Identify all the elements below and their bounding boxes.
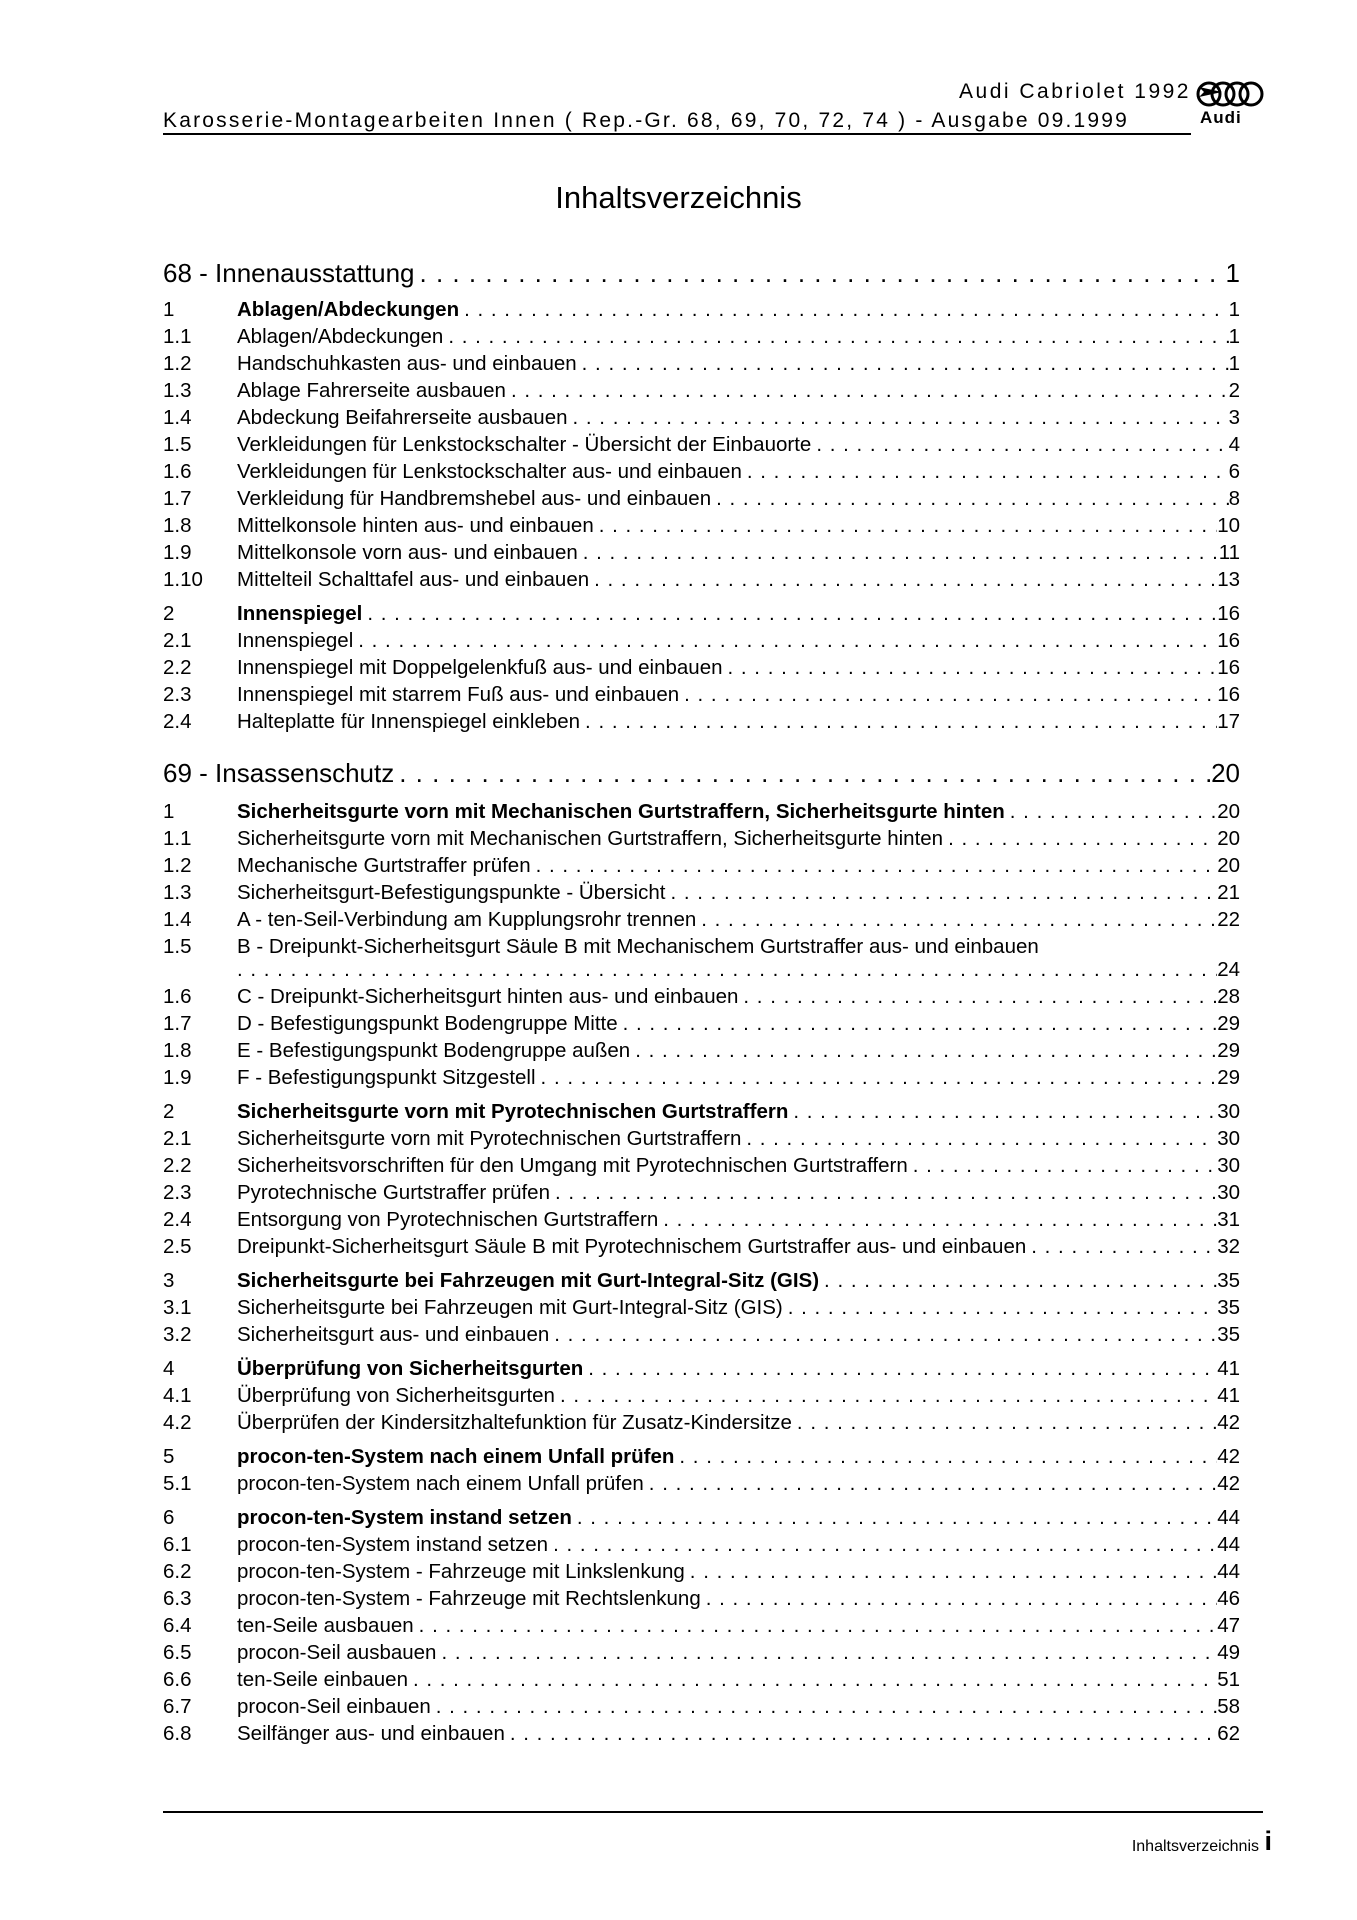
dot-leader (536, 854, 1218, 878)
entry-page: 46 (1217, 1587, 1240, 1610)
dot-leader (420, 258, 1226, 289)
dot-leader (1010, 800, 1217, 824)
toc-entry[interactable] (163, 487, 1240, 511)
entry-number: 1.6 (163, 985, 192, 1008)
dot-leader (510, 1722, 1217, 1746)
entry-number: 2.3 (163, 683, 192, 706)
entry-title: Sicherheitsvorschriften für den Umgang mit Pyrotechnischen Gurtstraffern (237, 1154, 908, 1177)
toc-entry[interactable] (163, 1100, 1240, 1124)
dot-leader (358, 629, 1217, 653)
entry-title: D - Befestigungspunkt Bodengruppe Mitte (237, 1012, 618, 1035)
entry-title: procon-Seil einbauen (237, 1695, 431, 1718)
entry-number: 6.6 (163, 1668, 192, 1691)
entry-number: 1.9 (163, 1066, 192, 1089)
entry-page: 4 (1228, 433, 1240, 456)
entry-page: 31 (1217, 1208, 1240, 1231)
entry-page: 49 (1217, 1641, 1240, 1664)
entry-number: 4.1 (163, 1384, 192, 1407)
entry-title: C - Dreipunkt-Sicherheitsgurt hinten aus- und einbauen (237, 985, 739, 1008)
dot-leader (747, 460, 1229, 484)
toc-entry[interactable] (163, 881, 1240, 905)
toc-entry[interactable] (163, 1269, 1240, 1293)
dot-leader (649, 1472, 1217, 1496)
toc-entry[interactable] (163, 568, 1240, 592)
dot-leader (573, 406, 1229, 430)
dot-leader (948, 827, 1217, 851)
entry-title: Sicherheitsgurte bei Fahrzeugen mit Gurt-Integral-Sitz (GIS) (237, 1269, 820, 1292)
toc-entry-wrapped[interactable] (163, 935, 1240, 959)
entry-page: 11 (1218, 541, 1240, 564)
dot-leader (788, 1296, 1217, 1320)
toc-entry[interactable] (163, 1154, 1240, 1178)
entry-title: procon-ten-System instand setzen (237, 1533, 549, 1556)
dot-leader (690, 1560, 1217, 1584)
entry-number: 2.4 (163, 710, 192, 733)
entry-number: 5.1 (163, 1472, 192, 1495)
entry-page: 30 (1217, 1181, 1240, 1204)
toc-entry[interactable] (163, 1039, 1240, 1063)
entry-title: Mittelkonsole hinten aus- und einbauen (237, 514, 594, 537)
toc-entry[interactable] (163, 1560, 1240, 1584)
toc-entry[interactable] (163, 908, 1240, 932)
entry-title: E - Befestigungspunkt Bodengruppe außen (237, 1039, 631, 1062)
entry-page: 8 (1228, 487, 1240, 510)
entry-number: 4 (163, 1357, 175, 1380)
dot-leader (599, 514, 1217, 538)
entry-page: 42 (1217, 1411, 1240, 1434)
entry-number: 2.1 (163, 629, 192, 652)
entry-number: 2.1 (163, 1127, 192, 1150)
toc-entry[interactable] (163, 433, 1240, 457)
entry-number: 6.2 (163, 1560, 192, 1583)
toc-entry[interactable] (163, 1472, 1240, 1496)
entry-page: 32 (1217, 1235, 1240, 1258)
dot-leader (746, 1127, 1217, 1151)
manual-subtitle: Karosserie-Montagearbeiten Innen ( Rep.-Gr. 68, 69, 70, 72, 74 ) - Ausgabe 09.1999 (163, 109, 1130, 132)
entry-page: 30 (1217, 1100, 1240, 1123)
entry-page: 16 (1217, 656, 1240, 679)
entry-number: 2.3 (163, 1181, 192, 1204)
entry-title: Sicherheitsgurte bei Fahrzeugen mit Gurt-Integral-Sitz (GIS) (237, 1296, 783, 1319)
entry-page: 35 (1217, 1269, 1240, 1292)
toc-entry[interactable] (163, 1614, 1240, 1638)
dot-leader (594, 568, 1217, 592)
entry-title: Sicherheitsgurt aus- und einbauen (237, 1323, 550, 1346)
entry-number: 5 (163, 1445, 175, 1468)
toc-chapter-68[interactable] (163, 258, 1240, 289)
dot-leader (635, 1039, 1217, 1063)
entry-number: 2.2 (163, 656, 192, 679)
entry-title: procon-ten-System instand setzen (237, 1506, 572, 1529)
entry-page: 20 (1217, 827, 1240, 850)
entry-number: 1.5 (163, 433, 192, 456)
entry-number: 6.4 (163, 1614, 192, 1637)
entry-title: Pyrotechnische Gurtstraffer prüfen (237, 1181, 550, 1204)
entry-page: 16 (1217, 602, 1240, 625)
toc-entry[interactable] (163, 514, 1240, 538)
entry-title: procon-ten-System - Fahrzeuge mit Rechtslenkung (237, 1587, 701, 1610)
entry-number: 2 (163, 1100, 175, 1123)
entry-number: 2.2 (163, 1154, 192, 1177)
dot-leader (511, 379, 1229, 403)
chapter-page: 20 (1211, 758, 1240, 788)
dot-leader (706, 1587, 1217, 1611)
dot-leader (413, 1668, 1217, 1692)
dot-leader (399, 758, 1211, 789)
dot-leader (464, 298, 1228, 322)
entry-title: Ablage Fahrerseite ausbauen (237, 379, 506, 402)
entry-title: Verkleidungen für Lenkstockschalter aus- und einbauen (237, 460, 742, 483)
dot-leader (743, 985, 1217, 1009)
toc-entry[interactable] (163, 1445, 1240, 1469)
toc-entry[interactable] (163, 1066, 1240, 1090)
entry-title: Innenspiegel (237, 629, 354, 652)
dot-leader (588, 1357, 1217, 1381)
toc-entry[interactable] (163, 683, 1240, 707)
dot-leader (663, 1208, 1217, 1232)
toc-entry[interactable] (163, 710, 1240, 734)
footer-label: Inhaltsverzeichnis (1131, 1838, 1259, 1855)
dot-leader (541, 1066, 1218, 1090)
entry-number: 1.5 (163, 935, 192, 958)
dot-leader (728, 656, 1218, 680)
entry-number: 1.10 (163, 568, 203, 591)
entry-number: 1.8 (163, 1039, 192, 1062)
toc-entry[interactable] (163, 1323, 1240, 1347)
entry-title: B - Dreipunkt-Sicherheitsgurt Säule B mit Mechanischem Gurtstraffer aus- und einbauen (237, 935, 1039, 958)
toc-entry[interactable] (163, 1296, 1240, 1320)
dot-leader (679, 1445, 1217, 1469)
dot-leader (582, 352, 1229, 376)
page-title: Inhaltsverzeichnis (555, 180, 802, 215)
entry-page: 6 (1228, 460, 1240, 483)
dot-leader (913, 1154, 1217, 1178)
entry-number: 1.3 (163, 881, 192, 904)
entry-title: Sicherheitsgurte vorn mit Mechanischen Gurtstraffern, Sicherheitsgurte hinten (237, 827, 944, 850)
dot-leader (585, 710, 1217, 734)
entry-page: 35 (1217, 1323, 1240, 1346)
entry-title: Überprüfung von Sicherheitsgurten (237, 1357, 584, 1380)
toc-entry[interactable] (163, 1506, 1240, 1530)
entry-number: 4.2 (163, 1411, 192, 1434)
dot-leader (716, 487, 1228, 511)
toc-entry[interactable] (163, 1384, 1240, 1408)
entry-number: 1.9 (163, 541, 192, 564)
toc-entry[interactable] (163, 325, 1240, 349)
entry-page: 16 (1217, 629, 1240, 652)
toc-entry[interactable] (163, 629, 1240, 653)
entry-page: 29 (1217, 1066, 1240, 1089)
toc-entry-continuation[interactable] (237, 958, 1240, 982)
entry-page: 13 (1217, 568, 1240, 591)
chapter-page: 1 (1225, 258, 1240, 288)
entry-number: 1 (163, 800, 175, 823)
toc-entry[interactable] (163, 602, 1240, 626)
entry-page: 30 (1217, 1154, 1240, 1177)
entry-number: 2.4 (163, 1208, 192, 1231)
entry-title: A - ten-Seil-Verbindung am Kupplungsrohr trennen (237, 908, 697, 931)
entry-title: Innenspiegel mit Doppelgelenkfuß aus- und einbauen (237, 656, 723, 679)
entry-title: Verkleidungen für Lenkstockschalter - Übersicht der Einbauorte (237, 433, 812, 456)
entry-page: 30 (1217, 1127, 1240, 1150)
entry-number: 1.3 (163, 379, 192, 402)
toc-entry[interactable] (163, 1722, 1240, 1746)
dot-leader (555, 1181, 1217, 1205)
dot-leader (448, 325, 1228, 349)
entry-title: Ablagen/Abdeckungen (237, 298, 460, 321)
entry-page: 41 (1217, 1357, 1240, 1380)
entry-page: 44 (1217, 1506, 1240, 1529)
entry-title: F - Befestigungspunkt Sitzgestell (237, 1066, 536, 1089)
entry-page: 28 (1217, 985, 1240, 1008)
entry-title: procon-ten-System nach einem Unfall prüfen (237, 1472, 644, 1495)
entry-number: 1.6 (163, 460, 192, 483)
entry-title: Sicherheitsgurte vorn mit Mechanischen Gurtstraffern, Sicherheitsgurte hinten (237, 800, 1005, 823)
entry-title: Sicherheitsgurt-Befestigungspunkte - Übersicht (237, 881, 666, 904)
toc-entry[interactable] (163, 656, 1240, 680)
entry-title: Dreipunkt-Sicherheitsgurt Säule B mit Pyrotechnischem Gurtstraffer aus- und einbauen (237, 1235, 1027, 1258)
entry-title: Handschuhkasten aus- und einbauen (237, 352, 577, 375)
toc-entry[interactable] (163, 1695, 1240, 1719)
dot-leader (797, 1411, 1217, 1435)
entry-page: 51 (1217, 1668, 1240, 1691)
entry-title: Entsorgung von Pyrotechnischen Gurtstraffern (237, 1208, 659, 1231)
entry-number: 3 (163, 1269, 175, 1292)
entry-title: Abdeckung Beifahrerseite ausbauen (237, 406, 568, 429)
dot-leader (554, 1323, 1217, 1347)
toc-entry[interactable] (163, 1357, 1240, 1381)
toc-entry[interactable] (163, 1641, 1240, 1665)
entry-page: 21 (1217, 881, 1240, 904)
toc-entry[interactable] (163, 1235, 1240, 1259)
chapter-title: 68 - Innenausstattung (163, 258, 415, 288)
entry-page: 62 (1217, 1722, 1240, 1745)
audi-logo-text: Audi (1200, 108, 1242, 127)
dot-leader (816, 433, 1228, 457)
entry-title: Halteplatte für Innenspiegel einkleben (237, 710, 581, 733)
toc-entry[interactable] (163, 1012, 1240, 1036)
entry-number: 1.4 (163, 406, 192, 429)
toc-entry[interactable] (163, 1127, 1240, 1151)
manual-model: Audi Cabriolet 1992 (959, 80, 1191, 103)
entry-number: 6 (163, 1506, 175, 1529)
entry-page: 1 (1228, 325, 1240, 348)
toc-entry[interactable] (163, 460, 1240, 484)
entry-number: 6.8 (163, 1722, 192, 1745)
chapter-title: 69 - Insassenschutz (163, 758, 395, 788)
entry-title: Überprüfen der Kindersitzhaltefunktion für Zusatz-Kindersitze (237, 1411, 792, 1434)
header-divider (163, 133, 1191, 135)
dot-leader (577, 1506, 1217, 1530)
entry-page: 22 (1217, 908, 1240, 931)
entry-title: Mechanische Gurtstraffer prüfen (237, 854, 531, 877)
entry-number: 1.7 (163, 1012, 192, 1035)
entry-number: 1.1 (163, 827, 192, 850)
entry-title: procon-Seil ausbauen (237, 1641, 437, 1664)
dot-leader (419, 1614, 1218, 1638)
entry-page: 2 (1228, 379, 1240, 402)
entry-title: Mittelkonsole vorn aus- und einbauen (237, 541, 578, 564)
entry-page: 24 (1217, 958, 1240, 981)
dot-leader (553, 1533, 1217, 1557)
entry-title: Sicherheitsgurte vorn mit Pyrotechnischen Gurtstraffern (237, 1100, 789, 1123)
entry-title: Mittelteil Schalttafel aus- und einbauen (237, 568, 590, 591)
toc-entry[interactable] (163, 1587, 1240, 1611)
footer-divider (163, 1811, 1263, 1813)
entry-title: ten-Seile einbauen (237, 1668, 408, 1691)
dot-leader (436, 1695, 1217, 1719)
toc-entry[interactable] (163, 1208, 1240, 1232)
entry-title: Seilfänger aus- und einbauen (237, 1722, 505, 1745)
entry-title: procon-ten-System nach einem Unfall prüfen (237, 1445, 675, 1468)
entry-number: 1 (163, 298, 175, 321)
entry-page: 44 (1217, 1533, 1240, 1556)
entry-page: 42 (1217, 1445, 1240, 1468)
dot-leader (1031, 1235, 1217, 1259)
entry-page: 20 (1217, 854, 1240, 877)
entry-page: 29 (1217, 1039, 1240, 1062)
entry-page: 44 (1217, 1560, 1240, 1583)
toc-entry[interactable] (163, 1411, 1240, 1435)
toc-entry[interactable] (163, 985, 1240, 1009)
toc-entry[interactable] (163, 1181, 1240, 1205)
entry-number: 6.3 (163, 1587, 192, 1610)
entry-page: 1 (1228, 352, 1240, 375)
dot-leader (441, 1641, 1217, 1665)
dot-leader (684, 683, 1217, 707)
toc-entry[interactable] (163, 379, 1240, 403)
toc-entry[interactable] (163, 541, 1240, 565)
entry-number: 1.8 (163, 514, 192, 537)
entry-number: 6.1 (163, 1533, 192, 1556)
entry-title: Sicherheitsgurte vorn mit Pyrotechnischen Gurtstraffern (237, 1127, 742, 1150)
entry-title: Innenspiegel (237, 602, 363, 625)
entry-title: procon-ten-System - Fahrzeuge mit Linkslenkung (237, 1560, 685, 1583)
toc-entry[interactable] (163, 1533, 1240, 1557)
entry-title: ten-Seile ausbauen (237, 1614, 414, 1637)
dot-leader (583, 541, 1219, 565)
audi-rings-logo (1196, 78, 1266, 110)
entry-number: 3.2 (163, 1323, 192, 1346)
entry-number: 2 (163, 602, 175, 625)
entry-title: Innenspiegel mit starrem Fuß aus- und einbauen (237, 683, 680, 706)
entry-number: 1.4 (163, 908, 192, 931)
entry-number: 1.2 (163, 854, 192, 877)
dot-leader (824, 1269, 1217, 1293)
entry-number: 3.1 (163, 1296, 192, 1319)
toc-entry[interactable] (163, 352, 1240, 376)
dot-leader (367, 602, 1217, 626)
toc-entry[interactable] (163, 298, 1240, 322)
dot-leader (623, 1012, 1218, 1036)
entry-page: 58 (1217, 1695, 1240, 1718)
toc-entry[interactable] (163, 800, 1240, 824)
toc-entry[interactable] (163, 406, 1240, 430)
toc-chapter-69[interactable] (163, 758, 1240, 789)
toc-entry[interactable] (163, 827, 1240, 851)
entry-title: Ablagen/Abdeckungen (237, 325, 444, 348)
entry-number: 1.7 (163, 487, 192, 510)
toc-entry[interactable] (163, 1668, 1240, 1692)
entry-number: 1.1 (163, 325, 192, 348)
entry-number: 6.7 (163, 1695, 192, 1718)
entry-page: 35 (1217, 1296, 1240, 1319)
footer-page-number: i (1264, 1826, 1272, 1856)
dot-leader (237, 958, 1217, 982)
entry-page: 3 (1228, 406, 1240, 429)
entry-title: Verkleidung für Handbremshebel aus- und einbauen (237, 487, 712, 510)
entry-page: 17 (1217, 710, 1240, 733)
entry-page: 1 (1228, 298, 1240, 321)
entry-number: 1.2 (163, 352, 192, 375)
toc-entry[interactable] (163, 854, 1240, 878)
entry-page: 41 (1217, 1384, 1240, 1407)
entry-title: Überprüfung von Sicherheitsgurten (237, 1384, 555, 1407)
entry-page: 29 (1217, 1012, 1240, 1035)
dot-leader (560, 1384, 1217, 1408)
entry-page: 10 (1217, 514, 1240, 537)
entry-page: 20 (1217, 800, 1240, 823)
entry-page: 16 (1217, 683, 1240, 706)
entry-page: 47 (1217, 1614, 1240, 1637)
dot-leader (670, 881, 1217, 905)
dot-leader (793, 1100, 1217, 1124)
entry-number: 2.5 (163, 1235, 192, 1258)
entry-page: 42 (1217, 1472, 1240, 1495)
dot-leader (701, 908, 1217, 932)
entry-number: 6.5 (163, 1641, 192, 1664)
